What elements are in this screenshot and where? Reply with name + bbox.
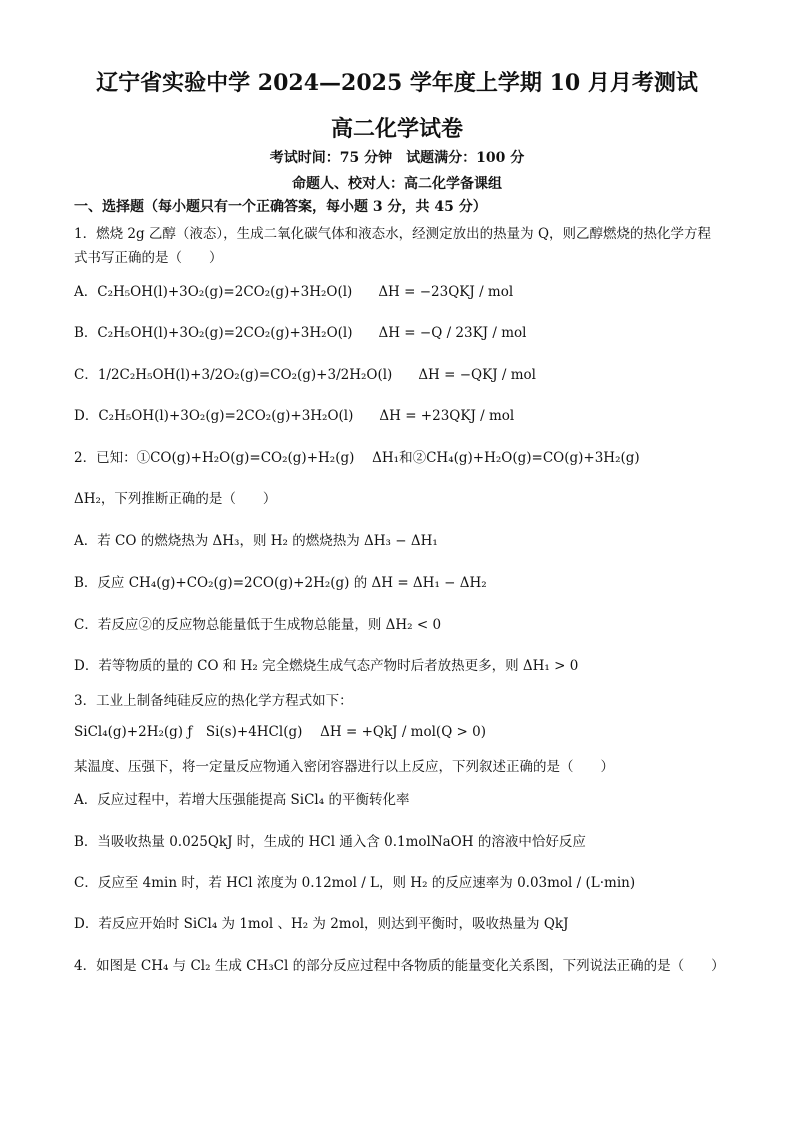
q3-option-d: D．若反应开始时 SiCl₄ 为 1mol 、H₂ 为 2mol，则达到平衡时，吸收热量为 QkJ	[74, 916, 569, 932]
q4-stem: 4．如图是 CH₄ 与 Cl₂ 生成 CH₃Cl 的部分反应过程中各物质的能量变化关系图，下列说法正确的是（ ）	[74, 958, 725, 974]
q3-option-a: A．反应过程中，若增大压强能提高 SiCl₄ 的平衡转化率	[74, 792, 410, 808]
q3-equation: SiCl₄(g)+2H₂(g) ƒ Si(s)+4HCl(g) ΔH = +QkJ / mol(Q > 0)	[74, 724, 487, 740]
q1-option-d-equation: D．C₂H₅OH(l)+3O₂(g)=2CO₂(g)+3H₂O(l)	[74, 408, 354, 424]
q1-option-b-enthalpy: ΔH = −Q / 23KJ / mol	[378, 325, 527, 341]
exam-subtitle: 高二化学试卷	[330, 116, 463, 142]
q1-option-a-enthalpy: ΔH = −23QKJ / mol	[378, 284, 514, 300]
q1-option-a	[74, 280, 513, 300]
q2-option-d: D．若等物质的量的 CO 和 H₂ 完全燃烧生成气态产物时后者放热更多，则 ΔH₁ > 0	[74, 658, 579, 674]
q1-stem-line1: 1．燃烧 2g 乙醇（液态），生成二氧化碳气体和液态水，经测定放出的热量为 Q，则乙醇燃烧的热化学方程	[74, 226, 712, 242]
section-heading: 一、选择题（每小题只有一个正确答案，每小题 3 分，共 45 分）	[74, 199, 487, 215]
q2-stem-line1: 2．已知：①CO(g)+H₂O(g)=CO₂(g)+H₂(g) ΔH₁和②CH₄(g)+H₂O(g)=CO(g)+3H₂(g)	[74, 450, 640, 466]
q1-option-c-equation: C．1/2C₂H₅OH(l)+3/2O₂(g)=CO₂(g)+3/2H₂O(l)	[74, 367, 393, 383]
exam-title: 辽宁省实验中学 2024—2025 学年度上学期 10 月月考测试	[96, 70, 698, 96]
q2-option-c: C．若反应②的反应物总能量低于生成物总能量，则 ΔH₂ < 0	[74, 617, 442, 633]
q1-option-c-enthalpy: ΔH = −QKJ / mol	[418, 367, 536, 383]
q2-option-a: A．若 CO 的燃烧热为 ΔH₃，则 H₂ 的燃烧热为 ΔH₃ − ΔH₁	[74, 533, 438, 549]
q3-stem-line1: 3．工业上制备纯硅反应的热化学方程式如下：	[74, 693, 353, 709]
q1-option-a-equation: A．C₂H₅OH(l)+3O₂(g)=2CO₂(g)+3H₂O(l)	[74, 284, 353, 300]
q3-option-c: C．反应至 4min 时，若 HCl 浓度为 0.12mol / L，则 H₂ 的反应速率为 0.03mol / (L·min)	[74, 875, 636, 891]
q3-option-b: B．当吸收热量 0.025QkJ 时，生成的 HCl 通入含 0.1molNaOH 的溶液中恰好反应	[74, 834, 586, 850]
q1-option-b-equation: B．C₂H₅OH(l)+3O₂(g)=2CO₂(g)+3H₂O(l)	[74, 325, 353, 341]
q1-stem-line2: 式书写正确的是（ ）	[74, 250, 223, 266]
q1-option-d	[74, 404, 514, 424]
q1-option-d-enthalpy: ΔH = +23QKJ / mol	[379, 408, 515, 424]
exam-info: 考试时间：75 分钟 试题满分：100 分	[269, 150, 525, 166]
q3-stem-line2: 某温度、压强下，将一定量反应物通入密闭容器进行以上反应，下列叙述正确的是（ ）	[74, 759, 614, 775]
q1-option-c	[74, 363, 536, 383]
q2-option-b: B．反应 CH₄(g)+CO₂(g)=2CO(g)+2H₂(g) 的 ΔH = ΔH₁ − ΔH₂	[74, 575, 487, 591]
q1-option-b	[74, 321, 526, 341]
q2-stem-line2: ΔH₂，下列推断正确的是（ ）	[74, 491, 277, 507]
exam-authors: 命题人、校对人：高二化学备课组	[292, 176, 502, 192]
